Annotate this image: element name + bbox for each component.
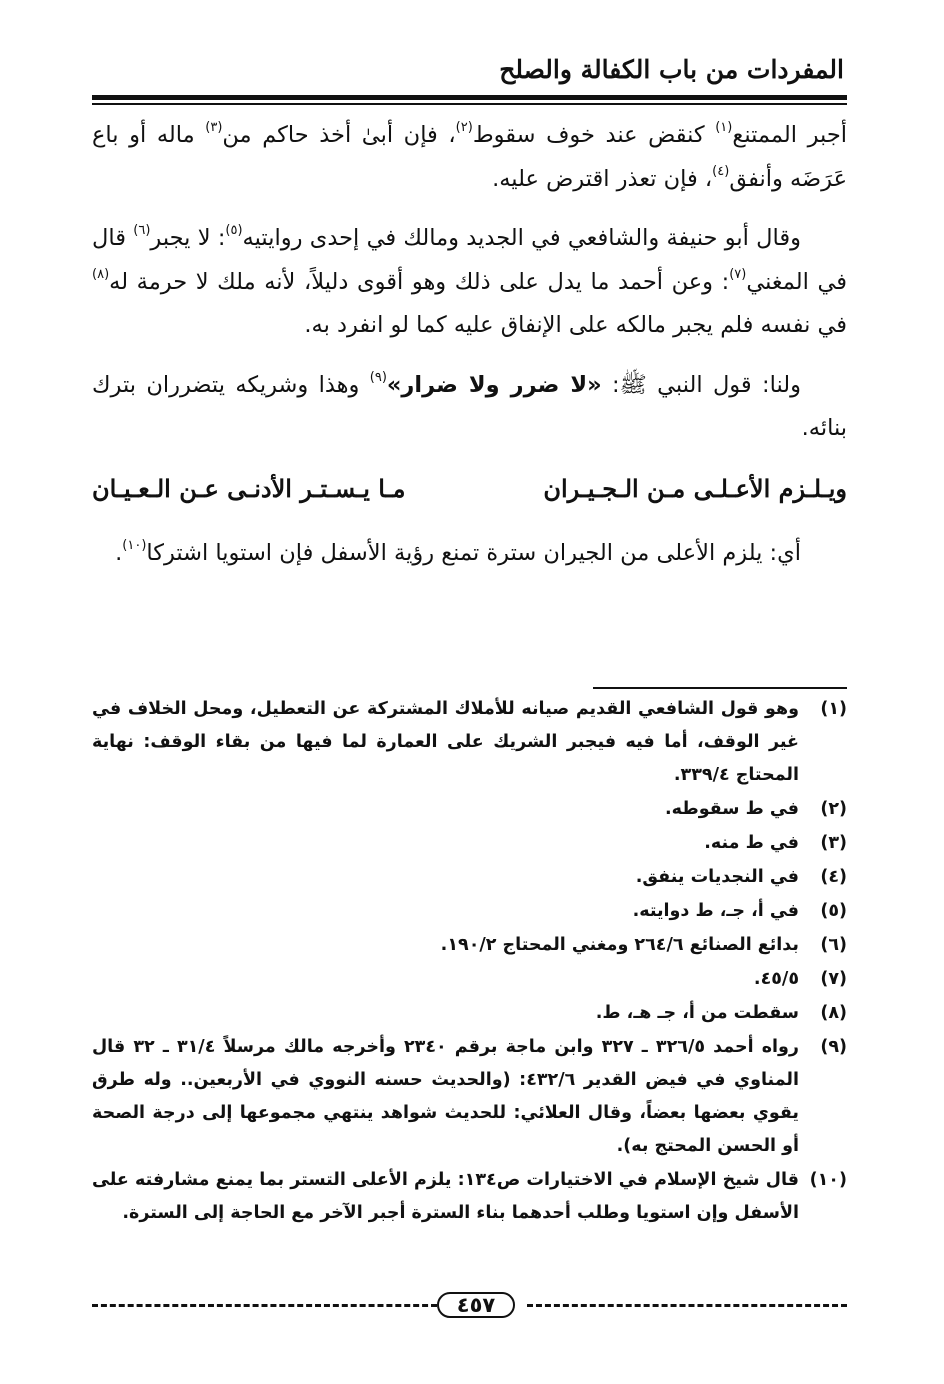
footnote-number: (٥) (820, 901, 847, 921)
footnote-text: في النجديات ينفق. (635, 867, 799, 887)
text-run: ماله أو باع عَرَضَه وأنفق (92, 122, 847, 192)
footnote (92, 861, 847, 894)
footnote-number: (٩) (820, 1037, 847, 1057)
text-run: : وعن أحمد ما يدل على ذلك وهو أقوى دليلاً، لأنه ملك لا حرمة له (109, 268, 730, 295)
footnote-number: (١٠) (809, 1170, 847, 1190)
footnote-ref[interactable]: (٨) (92, 266, 110, 282)
paragraph-1 (92, 114, 847, 201)
footnote-text: ٤٥/٥. (753, 969, 799, 989)
text-run: ولنا: قول النبي ﷺ: (601, 371, 801, 398)
footer-dash-left (92, 1304, 437, 1307)
running-header: المفردات من باب الكفالة والصلح (499, 55, 844, 84)
footnote-text: سقطت من أ، جـ هـ، ط. (595, 1003, 799, 1023)
footnote (92, 997, 847, 1030)
text-run: كنقض عند خوف سقوط (472, 122, 716, 148)
footnote-ref[interactable]: (٦) (133, 223, 151, 238)
footnote-ref[interactable]: (٩) (369, 369, 387, 385)
paragraph-4 (92, 532, 847, 576)
footnote-number: (٤) (820, 867, 847, 887)
footer-dash-right (527, 1304, 847, 1307)
text-run: أي: يلزم الأعلى من الجيران سترة تمنع رؤية الأسفل فإن استويا اشتركا (146, 540, 801, 566)
main-text (92, 114, 847, 592)
footnote (92, 693, 847, 792)
footnote (92, 929, 847, 962)
footnote-number: (١) (820, 699, 847, 719)
text-run: أجبر الممتنع (732, 122, 847, 148)
page-footer (92, 1292, 847, 1318)
footnote-number: (٦) (820, 935, 847, 955)
footnote-ref[interactable]: (٢) (455, 120, 473, 135)
header-rule-thin (92, 103, 847, 105)
page-number: ٤٥٧ (437, 1292, 515, 1318)
footnote (92, 1164, 847, 1230)
verse-first-hemistich: ويـلـزم الأعـلـى مـن الـجـيـران (543, 473, 847, 503)
footnote-text: رواه أحمد ٣٢٦/٥ ـ ٣٢٧ وابن ماجة برقم ٢٣٤٠ وأخرجه مالك مرسلاً ٣١/٤ ـ ٣٢ قال المناوي في فيض القدير ٤٣٢/٦: (والحديث حسنه النووي في الأربعين.. وله طرق يقوي بعضها بعضاً، وقال العلائي: للحديث شواهد ينتهي مجموعها إلى درجة الصحة أو الحسن المحتج به). (92, 1037, 800, 1156)
footnote (92, 963, 847, 996)
footnote (92, 895, 847, 928)
footnote-ref[interactable]: (٥) (225, 223, 243, 238)
footnote-text: في أ، جـ، ط دوايته. (632, 901, 799, 921)
text-run: وهذا وشريكه يتضرران بترك بنائه. (92, 371, 847, 441)
poem-verse (92, 467, 847, 511)
text-run: ، فإن أبىٰ أخذ حاكم من (222, 122, 456, 148)
footnote-ref[interactable]: (٧) (729, 266, 747, 282)
text-run: قال في المغني (92, 225, 847, 295)
text-run: ، فإن تعذر اقترض عليه. (492, 165, 713, 192)
footnote-number: (٧) (820, 969, 847, 989)
verse-second-hemistich: مـا يـسـتـر الأدنـى عـن الـعـيـان (92, 473, 406, 503)
footnote-text: قال شيخ الإسلام في الاختيارات ص١٣٤: يلزم الأعلى التستر بما يمنع مشارفته على الأسفل وإن استويا وطلب أحدهما بناء السترة أجبر الآخر مع الحاجة إلى السترة. (92, 1170, 799, 1223)
footnote-text: في ط منه. (704, 833, 799, 853)
footnote (92, 793, 847, 826)
text-run: في نفسه فلم يجبر مالكه على الإنفاق عليه كما لو انفرد به. (304, 312, 847, 338)
hadith-quote: «لا ضرر ولا ضرار» (386, 371, 602, 398)
footnote-ref[interactable]: (١) (715, 120, 733, 135)
footnote (92, 1031, 847, 1163)
paragraph-2 (92, 217, 847, 348)
footnote-ref[interactable]: (٤) (712, 163, 730, 179)
footnote-text: وهو قول الشافعي القديم صيانه للأملاك المشتركة عن التعطيل، ومحل الخلاف في غير الوقف، أما فيه فيجبر الشريك على العمارة لما فيها من بقاء الوقف: نهاية المحتاج ٣٣٩/٤. (92, 699, 799, 785)
footnotes (92, 693, 847, 1231)
header-rule-thick (92, 95, 847, 100)
footnote-number: (٨) (820, 1003, 847, 1023)
footnote-number: (٣) (820, 833, 847, 853)
footnote-text: في ط سقوطه. (664, 799, 799, 819)
footnote (92, 827, 847, 860)
footnote-ref[interactable]: (٣) (205, 120, 223, 135)
text-run: : لا يجبر (150, 225, 226, 251)
paragraph-3 (92, 364, 847, 451)
text-run: وقال أبو حنيفة والشافعي في الجديد ومالك في إحدى روايتيه (242, 225, 801, 251)
footnote-text: بدائع الصنائع ٢٦٤/٦ ومغني المحتاج ١٩٠/٢. (440, 935, 799, 955)
footnote-separator (593, 687, 847, 689)
text-run: . (115, 540, 123, 566)
footnote-number: (٢) (820, 799, 847, 819)
footnote-ref[interactable]: (١٠) (122, 538, 147, 553)
